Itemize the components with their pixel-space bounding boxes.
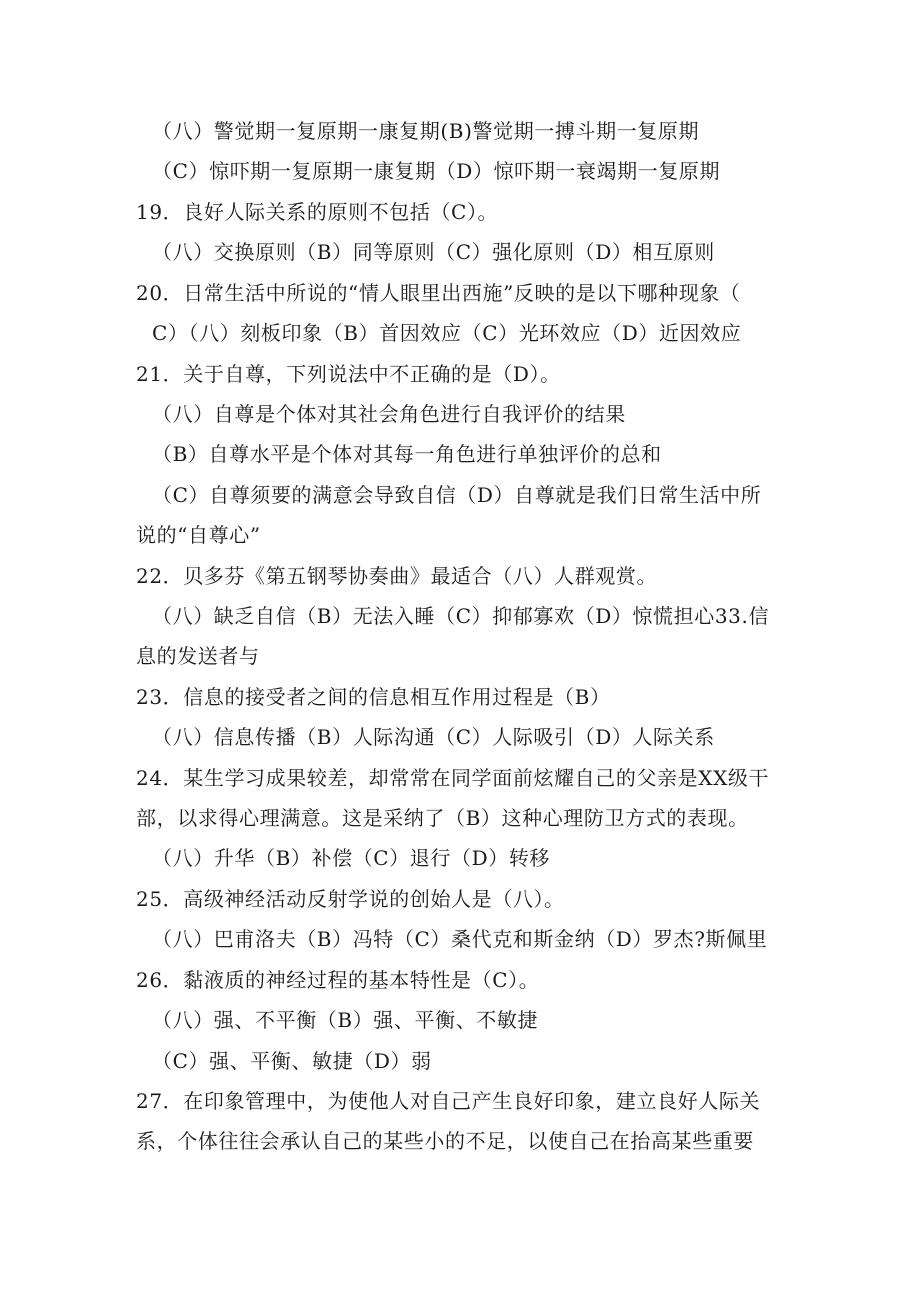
option-line-22: （八）缺乏自信（B）无法入睡（C）抑郁寡欢（D）惊慌担心33.信 <box>152 604 770 628</box>
option-line-21-cd: （C）自尊须要的满意会导致自信（D）自尊就是我们日常生活中所 <box>152 483 762 507</box>
option-line-19: （八）交换原则（B）同等原则（C）强化原则（D）相互原则 <box>152 240 715 264</box>
question-27-cont: 系，个体往往会承认自己的某些小的不足，以使自己在抬高某些重要 <box>136 1129 754 1153</box>
option-line-26-cd: （C）强、平衡、敏捷（D）弱 <box>152 1049 432 1073</box>
option-line-25: （八）巴甫洛夫（B）冯特（C）桑代克和斯金纳（D）罗杰?斯佩里 <box>152 927 768 951</box>
option-line-20: C）（八）刻板印象（B）首因效应（C）光环效应（D）近因效应 <box>152 321 742 345</box>
option-line-24: （八）升华（B）补偿（C）退行（D）转移 <box>152 846 551 870</box>
question-24-cont: 部，以求得心理满意。这是采纳了（B）这种心理防卫方式的表现。 <box>136 806 749 830</box>
option-line-22-cont: 息的发送者与 <box>136 644 260 668</box>
option-line-21-b: （B）自尊水平是个体对其每一角色进行单独评价的总和 <box>152 442 662 466</box>
option-line-21-cont: 说的“自尊心” <box>136 523 261 547</box>
option-line-18-ab: （八）警觉期一复原期一康复期(B)警觉期一搏斗期一复原期 <box>152 119 700 143</box>
question-27: 27．在印象管理中，为使他人对自己产生良好印象，建立良好人际关 <box>136 1089 761 1113</box>
question-20: 20．日常生活中所说的“情人眼里出西施”反映的是以下哪种现象（ <box>136 281 741 305</box>
question-26: 26．黏液质的神经过程的基本特性是（C）。 <box>136 968 540 992</box>
question-25: 25．高级神经活动反射学说的创始人是（八）。 <box>136 887 565 911</box>
question-23: 23．信息的接受者之间的信息相互作用过程是（B） <box>136 685 611 709</box>
option-line-21-a: （八）自尊是个体对其社会角色进行自我评价的结果 <box>152 402 626 426</box>
option-line-26-ab: （八）强、不平衡（B）强、平衡、不敏捷 <box>152 1008 539 1032</box>
option-line-18-cd: （C）惊吓期一复原期一康复期（D）惊吓期一衰竭期一复原期 <box>152 159 721 183</box>
question-19: 19．良好人际关系的原则不包括（C）。 <box>136 200 499 224</box>
question-21: 21．关于自尊，下列说法中不正确的是（D）。 <box>136 362 561 386</box>
option-line-23: （八）信息传播（B）人际沟通（C）人际吸引（D）人际关系 <box>152 725 715 749</box>
question-24: 24．某生学习成果较差，却常常在同学面前炫耀自己的父亲是XX级干 <box>136 766 770 790</box>
question-22: 22．贝多芬《第五钢琴协奏曲》最适合（八）人群观赏。 <box>136 564 658 588</box>
